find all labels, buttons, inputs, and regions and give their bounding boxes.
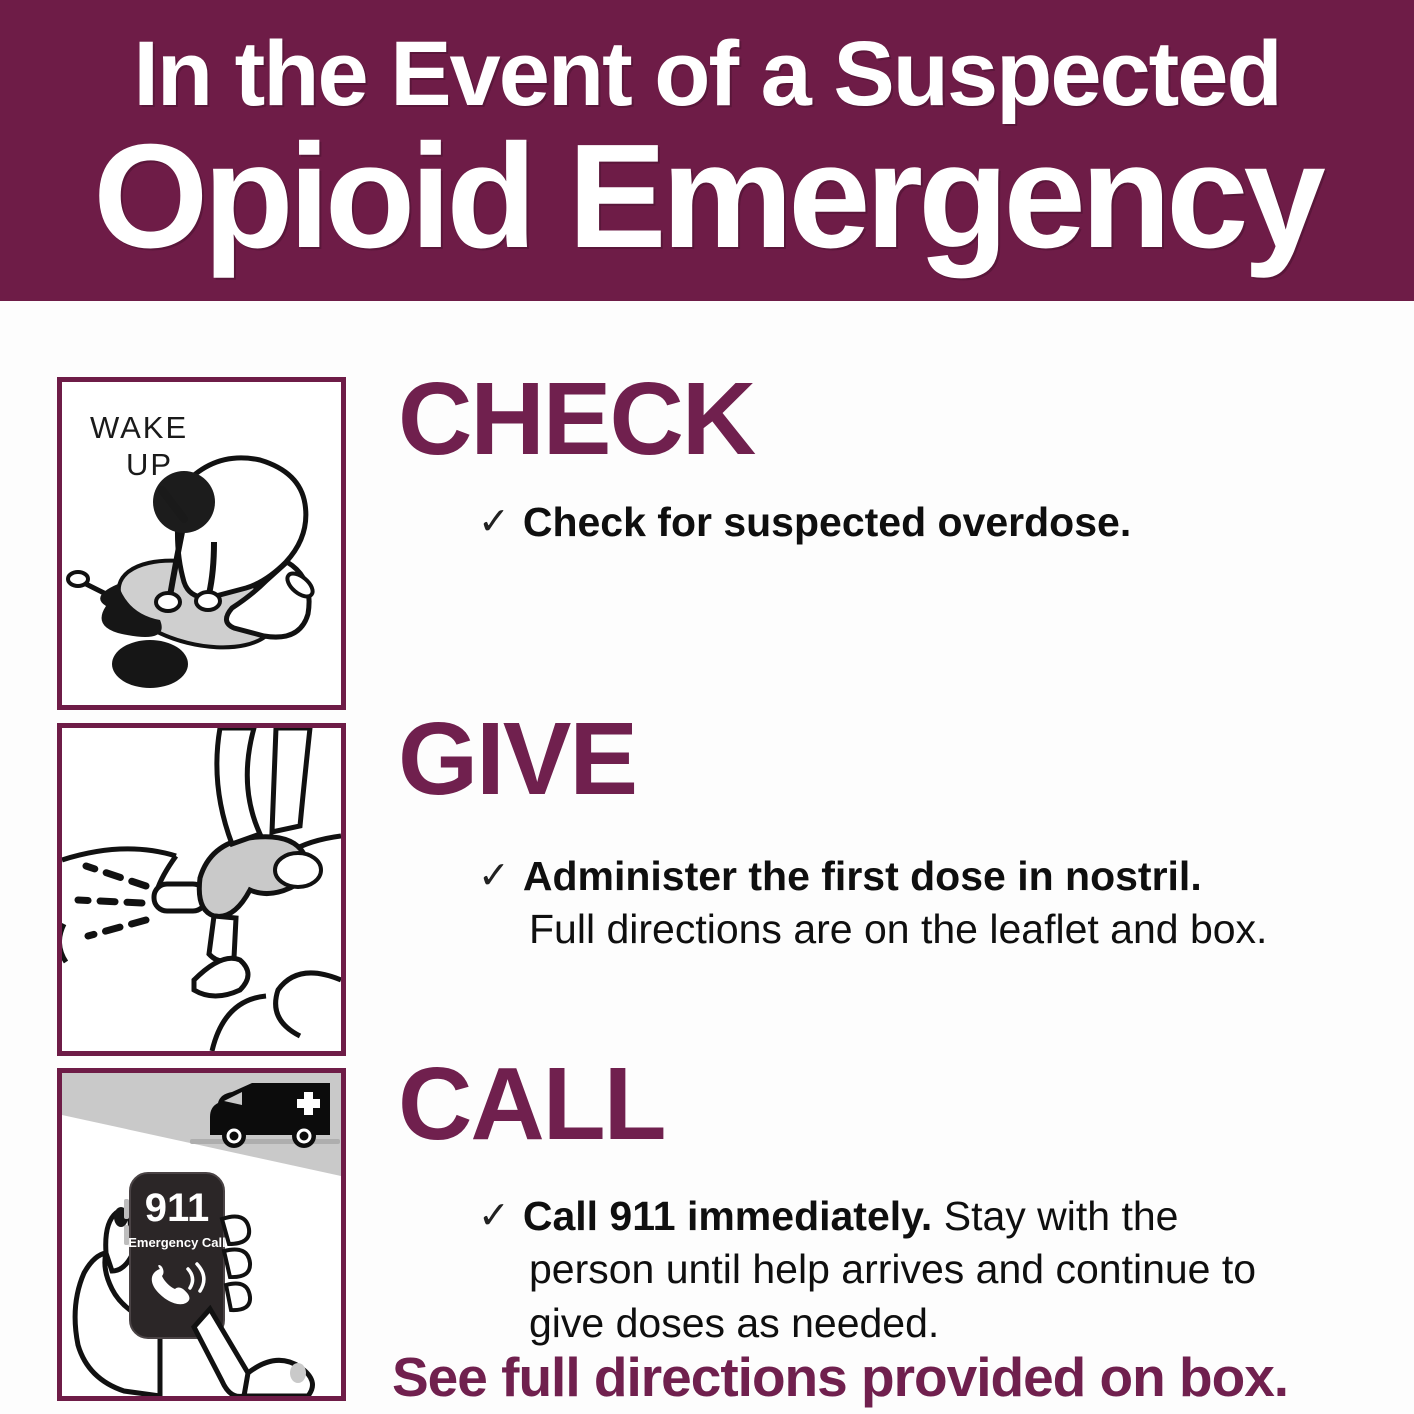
phone-number-text: 911	[144, 1186, 210, 1230]
phone-label-text: Emergency Call	[128, 1235, 226, 1250]
spray-plunger	[209, 916, 236, 961]
rescuer-hand-right	[196, 592, 220, 610]
call-illustration-box	[57, 1068, 346, 1401]
middle-finger	[272, 728, 310, 832]
check-mark-icon: ✓	[478, 501, 510, 543]
spray-mist-dashes	[78, 866, 146, 936]
index-finger	[217, 728, 260, 844]
check-bullet-bold: Check for suspected overdose.	[522, 499, 1132, 545]
call-heading: CALL	[398, 1046, 665, 1161]
call-bullet	[478, 1190, 1256, 1350]
fingernail	[290, 1363, 306, 1383]
give-bullet-bold: Administer the first dose in nostril.	[522, 853, 1202, 899]
call-bullet-line2: person until help arrives and continue to	[529, 1246, 1257, 1293]
poster-header	[0, 0, 1414, 301]
check-mark-icon: ✓	[478, 1195, 510, 1237]
wake-caption-line1: WAKE	[90, 410, 189, 445]
footer-directions-note: See full directions provided on box.	[392, 1346, 1289, 1408]
call-bullet-bold: Call 911 immediately.	[522, 1193, 933, 1239]
check-illustration-box	[57, 377, 346, 710]
nasal-spray-illustration	[62, 728, 341, 1051]
victim-hand	[68, 572, 88, 586]
ambulance-shadow	[190, 1139, 340, 1144]
check-heading: CHECK	[398, 361, 755, 476]
give-illustration-box	[57, 723, 346, 1056]
rescuer-hand-left	[156, 593, 180, 611]
give-bullet-line2: Full directions are on the leaflet and box.	[529, 906, 1268, 953]
call-bullet-tail: Stay with the	[943, 1193, 1179, 1239]
pointing-hand	[194, 1309, 313, 1396]
header-title-line1: In the Event of a Suspected	[133, 23, 1281, 125]
give-heading: GIVE	[398, 701, 637, 816]
header-title-line2: Opioid Emergency	[93, 113, 1321, 279]
check-bullet	[478, 496, 1131, 549]
wrist-line	[212, 996, 266, 1051]
finger-pad	[275, 853, 321, 887]
wrapping-fingers	[222, 1217, 250, 1311]
call-bullet-line3: give doses as needed.	[529, 1299, 940, 1346]
chin-hand-line	[276, 973, 341, 1036]
victim-hair-2	[112, 640, 188, 688]
wake-caption-line2: UP	[126, 447, 174, 482]
lip-line	[62, 924, 66, 962]
call-911-illustration	[62, 1073, 341, 1396]
give-bullet	[478, 850, 1267, 957]
nose-bridge-line	[62, 849, 176, 860]
rescuer-shaking-person-illustration	[62, 382, 341, 705]
thumb	[194, 958, 248, 996]
check-mark-icon: ✓	[478, 855, 510, 897]
